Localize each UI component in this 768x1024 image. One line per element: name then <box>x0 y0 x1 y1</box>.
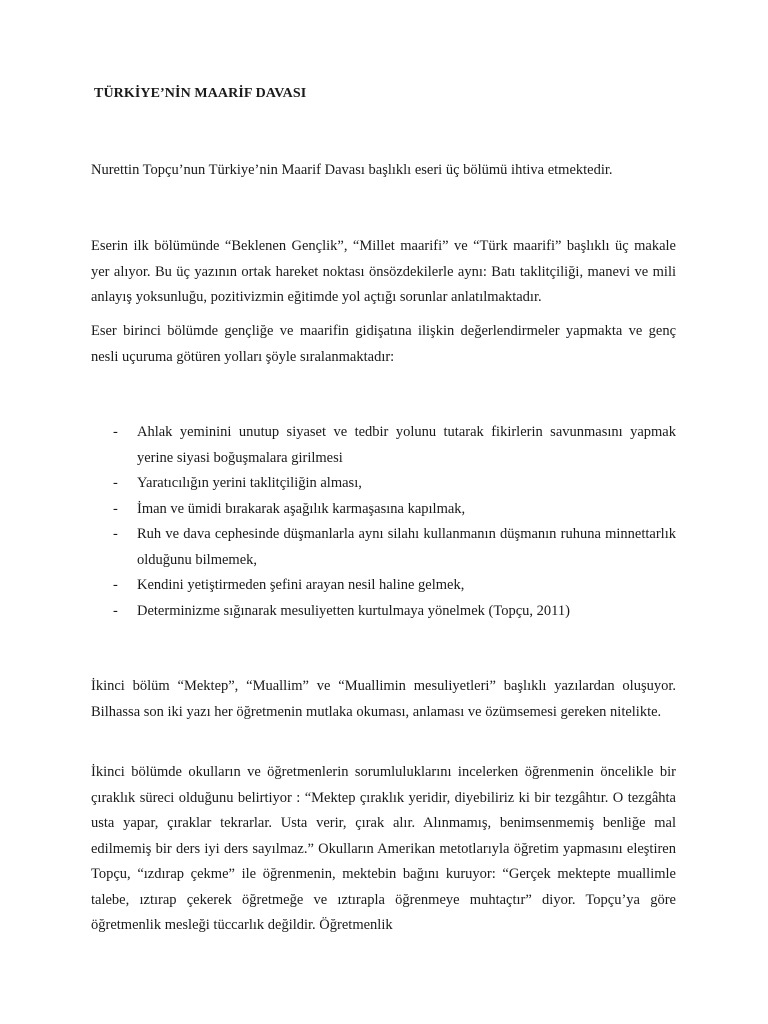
list-item-text: Ruh ve dava cephesinde düşmanlarla aynı silahı kullanmanın düşmanın ruhuna minnettarlık olduğunu bilmemek, <box>137 526 676 568</box>
paragraph-schools-teachers: İkinci bölümde okulların ve öğretmenlerin sorumluluklarını incelerken öğrenmenin öncelikle bir çıraklık süreci olduğunu belirtiyor : “Mektep çıraklık yeridir, diyebiliriz ki bir tezgâhtır. O tezgâhta usta yapar, çıraklar tekrarlar. Usta verir, çırak alır. Alınmamış, benimsenmemiş benliğe mal edilmemiş bir ders iyi ders sayılmaz.” Okulların Amerikan metotlarıyla öğretim yapmasını eleştiren Topçu, “ızdırap çekme” ile öğrenmenin, mektebin bağını kuruyor: “Gerçek mektepte muallimle talebe, ıztırap çekerek öğretmeğe ve ıztırapla öğrenmeye muhtaçtır” diyor. Topçu’ya göre öğretmenlik mesleği tüccarlık değildir. Öğretmenlik <box>91 764 676 933</box>
document-title: TÜRKİYE’NİN MAARİF DAVASI <box>94 86 307 101</box>
bullet-dash: - <box>113 475 118 491</box>
list-item-text: Determinizme sığınarak mesuliyetten kurtulmaya yönelmek (Topçu, 2011) <box>137 602 570 619</box>
paragraph-first-section: Eserin ilk bölümünde “Beklenen Gençlik”, “Millet maarifi” ve “Türk maarifi” başlıklı üç makale yer alıyor. Bu üç yazının ortak hareket noktası önsözdekilerle aynı: Batı taklitçiliği, manevi ve mili anlayış yoksunluğu, pozitivizmin eğitimde yol açtığı sorunlar anlatılmaktadır. <box>91 238 676 305</box>
bullet-dash: - <box>113 526 118 542</box>
bullet-dash: - <box>113 602 118 619</box>
list-item <box>113 471 676 497</box>
list-item-text: Ahlak yeminini unutup siyaset ve tedbir yolunu tutarak fikirlerin savunmasını yapmak yerine siyasi boğuşmalara girilmesi <box>137 424 676 466</box>
intro-paragraph: Nurettin Topçu’nun Türkiye’nin Maarif Davası başlıklı eseri üç bölümü ihtiva etmektedir. <box>91 162 613 178</box>
list-item <box>113 497 676 523</box>
list-item-text: İman ve ümidi bırakarak aşağılık karmaşasına kapılmak, <box>137 500 466 517</box>
list-item-text: Yaratıcılığın yerini taklitçiliğin alması, <box>137 475 362 491</box>
paragraph-youth-evaluation: Eser birinci bölümde gençliğe ve maarifin gidişatına ilişkin değerlendirmeler yapmakta ve genç nesli uçuruma götüren yolları şöyle sıralanmaktadır: <box>91 323 676 365</box>
list-item <box>113 599 676 625</box>
paragraph-second-section: İkinci bölüm “Mektep”, “Muallim” ve “Muallimin mesuliyetleri” başlıklı yazılardan oluşuyor. Bilhassa son iki yazı her öğretmenin mutlaka okuması, anlaması ve özümsemesi gereken nitelikte. <box>91 678 676 720</box>
bullet-dash: - <box>113 424 118 440</box>
bullet-list <box>113 420 676 624</box>
list-item <box>113 522 676 573</box>
bullet-dash: - <box>113 500 118 517</box>
list-item <box>113 420 676 471</box>
bullet-dash: - <box>113 577 118 593</box>
list-item <box>113 573 676 599</box>
list-item-text: Kendini yetiştirmeden şefini arayan nesil haline gelmek, <box>137 577 465 593</box>
